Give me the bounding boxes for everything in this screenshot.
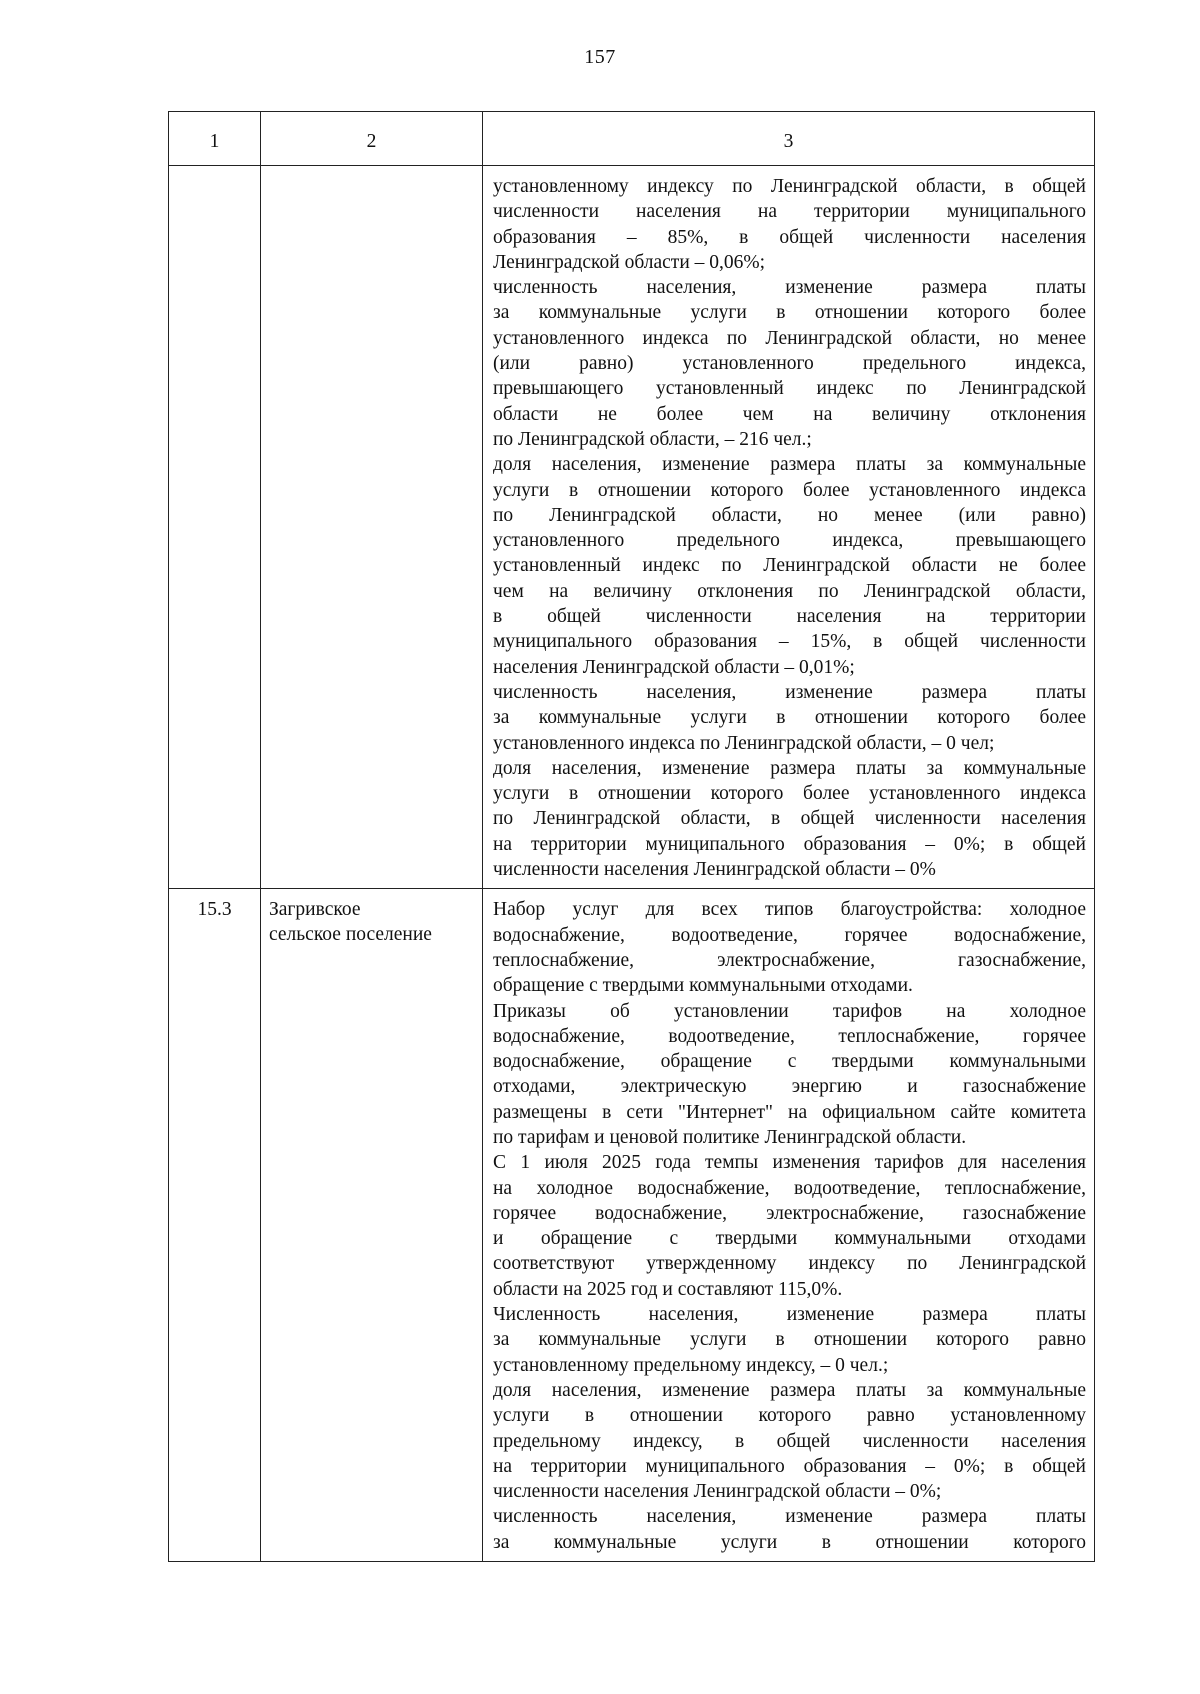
row-name-cell: [261, 166, 483, 889]
text-line: соответствуют утвержденному индексу по Ленинградской: [493, 1253, 1086, 1275]
text-line: предельному индексу, в общей численности населения: [493, 1430, 1086, 1452]
row-description-cell: [483, 166, 1095, 889]
text-line: услуги в отношении которого равно установленному: [493, 1405, 1086, 1427]
text-line: численность населения, изменение размера платы: [493, 277, 1086, 299]
text-line: превышающего установленный индекс по Ленинградской: [493, 378, 1086, 400]
text-line: на территории муниципального образования – 0%; в общей: [493, 833, 1086, 855]
text-line: Набор услуг для всех типов благоустройства: холодное: [493, 899, 1086, 921]
text-line: водоснабжение, водоотведение, горячее водоснабжение,: [493, 924, 1086, 946]
text-line: установленного индекса по Ленинградской области, – 0 чел;: [493, 732, 995, 754]
text-line: установленному предельному индексу, – 0 чел.;: [493, 1354, 889, 1376]
text-line: численности населения Ленинградской области – 0%: [493, 859, 936, 881]
text-line: Ленинградской области – 0,06%;: [493, 251, 766, 273]
text-line: услуги в отношении которого более установленного индекса: [493, 783, 1086, 805]
text-line: по Ленинградской области, но менее (или равно): [493, 504, 1086, 526]
description-lines: [493, 174, 1086, 882]
table-header-row: [169, 112, 1095, 166]
text-line: доля населения, изменение размера платы за коммунальные: [493, 454, 1086, 476]
text-line: по Ленинградской области, – 216 чел.;: [493, 428, 812, 450]
table-row: [169, 889, 1095, 1562]
row-number-cell: 15.3: [169, 889, 261, 1562]
text-line: за коммунальные услуги в отношении которого равно: [493, 1329, 1086, 1351]
text-line: по Ленинградской области, в общей численности населения: [493, 808, 1086, 830]
text-line: на территории муниципального образования – 0%; в общей: [493, 1455, 1086, 1477]
text-line: за коммунальные услуги в отношении которого более: [493, 302, 1086, 324]
text-line: области не более чем на величину отклонения: [493, 403, 1086, 425]
text-line: (или равно) установленного предельного индекса,: [493, 353, 1086, 375]
text-line: численности населения на территории муниципального: [493, 201, 1086, 223]
text-line: теплоснабжение, электроснабжение, газоснабжение,: [493, 949, 1086, 971]
text-line: численность населения, изменение размера платы: [493, 681, 1086, 703]
table-row: [169, 166, 1095, 889]
text-line: С 1 июля 2025 года темпы изменения тарифов для населения: [493, 1152, 1086, 1174]
page-number: 157: [584, 46, 616, 68]
description-lines: [493, 897, 1086, 1555]
text-line: в общей численности населения на территории: [493, 606, 1086, 628]
document-table: [168, 111, 1095, 1562]
text-line: горячее водоснабжение, электроснабжение, газоснабжение: [493, 1202, 1086, 1224]
text-line: установленного индекса по Ленинградской области, но менее: [493, 327, 1086, 349]
column-header-3: 3: [483, 112, 1095, 166]
column-header-2: 2: [261, 112, 483, 166]
row-number-cell: [169, 166, 261, 889]
text-line: за коммунальные услуги в отношении которого: [493, 1531, 1086, 1553]
text-line: установленный индекс по Ленинградской области не более: [493, 555, 1086, 577]
text-line: отходами, электрическую энергию и газоснабжение: [493, 1076, 1086, 1098]
text-line: муниципального образования – 15%, в общей численности: [493, 631, 1086, 653]
row-name-cell: [261, 889, 483, 1562]
text-line: Численность населения, изменение размера платы: [493, 1304, 1086, 1326]
text-line: чем на величину отклонения по Ленинградской области,: [493, 580, 1086, 602]
text-line: численности населения Ленинградской области – 0%;: [493, 1481, 942, 1503]
text-line: размещены в сети "Интернет" на официальном сайте комитета: [493, 1101, 1086, 1123]
text-line: Приказы об установлении тарифов на холодное: [493, 1000, 1086, 1022]
text-line: обращение с твердыми коммунальными отходами.: [493, 975, 913, 997]
settlement-name-line: сельское поселение: [269, 924, 432, 946]
text-line: услуги в отношении которого более установленного индекса: [493, 479, 1086, 501]
text-line: области на 2025 год и составляют 115,0%.: [493, 1278, 843, 1300]
text-line: и обращение с твердыми коммунальными отходами: [493, 1228, 1086, 1250]
text-line: образования – 85%, в общей численности населения: [493, 226, 1086, 248]
text-line: на холодное водоснабжение, водоотведение, теплоснабжение,: [493, 1177, 1086, 1199]
text-line: водоснабжение, водоотведение, теплоснабжение, горячее: [493, 1025, 1086, 1047]
text-line: по тарифам и ценовой политике Ленинградской области.: [493, 1126, 967, 1148]
text-line: установленному индексу по Ленинградской области, в общей: [493, 176, 1086, 197]
text-line: за коммунальные услуги в отношении которого более: [493, 707, 1086, 729]
text-line: доля населения, изменение размера платы за коммунальные: [493, 757, 1086, 779]
text-line: водоснабжение, обращение с твердыми коммунальными: [493, 1051, 1086, 1073]
text-line: населения Ленинградской области – 0,01%;: [493, 656, 855, 678]
column-header-1: 1: [169, 112, 261, 166]
text-line: установленного предельного индекса, превышающего: [493, 530, 1086, 552]
text-line: численность населения, изменение размера платы: [493, 1506, 1086, 1528]
row-description-cell: [483, 889, 1095, 1562]
settlement-name-line: Загривское: [269, 899, 361, 921]
text-line: доля населения, изменение размера платы за коммунальные: [493, 1379, 1086, 1401]
